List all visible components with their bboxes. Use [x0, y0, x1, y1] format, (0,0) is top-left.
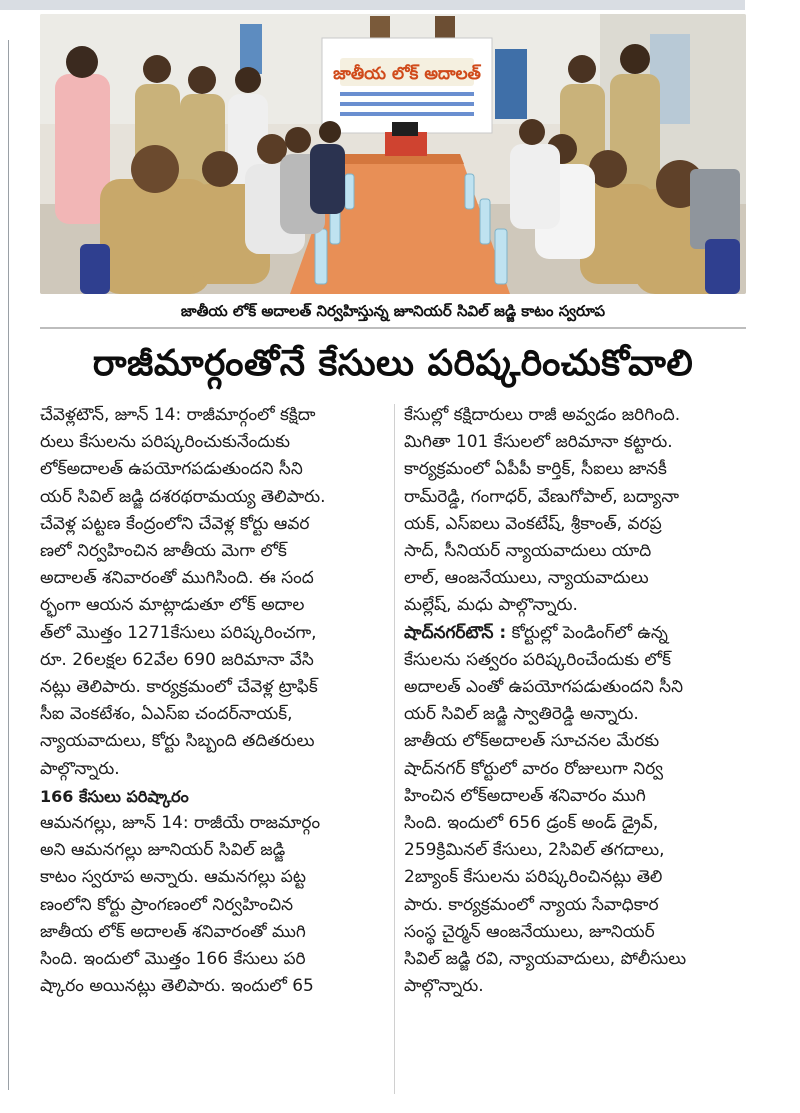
- body-line: యర్ సివిల్ జడ్జి దశరథరామయ్య తెలిపారు.: [40, 486, 326, 507]
- body-line: కేసులను సత్వరం పరిష్కరించేందుకు లోక్: [404, 649, 671, 670]
- body-line: సివిల్ జడ్జి రవి, న్యాయవాదులు, పోలీసులు: [404, 949, 687, 970]
- body-line: న్యాయవాదులు, కోర్టు సిబ్బంది తదితరులు: [40, 731, 315, 752]
- body-line: రులు కేసులను పరిష్కరించుకునేందుకు: [40, 432, 291, 453]
- banner-title: జాతీయ లోక్ అదాలత్: [333, 64, 481, 84]
- article-headline: రాజీమార్గంతోనే కేసులు పరిష్కరించుకోవాలి: [92, 343, 694, 384]
- event-photo: [40, 14, 746, 294]
- body-line: ర్భంగా ఆయన మాట్లాడుతూ లోక్ అదాల: [40, 595, 305, 616]
- body-line: 2బ్యాంక్ కేసులను పరిష్కరించినట్లు తెలి: [404, 867, 663, 888]
- body-line: జాతీయ లోక్ అదాలత్ శనివారంతో ముగి: [40, 921, 306, 942]
- dateline-line: [404, 620, 749, 647]
- right-column: [404, 402, 749, 1000]
- photo-caption: జాతీయ లోక్ అదాలత్ నిర్వహిస్తున్న జూనియర్ సివిల్ జడ్జి కాటం స్వరూప: [180, 302, 606, 320]
- body-line: సీఐ వెంకటేశం, ఏఎస్ఐ చందర్‌నాయక్,: [40, 704, 293, 725]
- body-line: కేసుల్లో కక్షిదారులు రాజీ అవ్వడం జరిగింది.: [404, 405, 681, 425]
- column-divider: [394, 404, 395, 1094]
- body-line: లాల్, ఆంజనేయులు, న్యాయవాదులు: [404, 568, 649, 589]
- body-line: కార్యక్రమంలో ఏపీపీ కార్తిక్, సీఐలు జానకీ: [404, 459, 667, 480]
- body-line: సింది. ఇందులో మొత్తం 166 కేసులు పరి: [40, 949, 306, 970]
- left-column: [40, 402, 385, 1000]
- top-strip: [0, 0, 745, 10]
- body-line: రూ. 26లక్షల 62వేల 690 జరిమానా వేసి: [40, 649, 314, 670]
- body-line: సాద్, సీనియర్ న్యాయవాదులు యాది: [404, 541, 652, 562]
- section-subheading: 166 కేసులు పరిష్కారం: [40, 786, 189, 806]
- body-line: ణంలోని కోర్టు ప్రాంగణంలో నిర్వహించిన: [40, 894, 294, 915]
- body-line: సింది. ఇందులో 656 డ్రంక్ అండ్ డ్రైవ్,: [404, 813, 659, 834]
- body-line: నట్లు తెలిపారు. కార్యక్రమంలో చేవెళ్ల ట్రాఫిక్: [40, 677, 318, 698]
- body-line: త్‌లో మొత్తం 1271కేసులు పరిష్కరించగా,: [40, 622, 317, 643]
- body-line: పారు. కార్యక్రమంలో న్యాయ సేవాధికార: [404, 894, 659, 915]
- body-line: యక్, ఎస్ఐలు వెంకటేష్, శ్రీకాంత్, వరప్ర: [404, 513, 662, 534]
- dateline-rest: కోర్టుల్లో పెండింగ్‌లో ఉన్న: [506, 622, 668, 643]
- body-line: చేవెళ్లటౌన్, జూన్ 14: రాజీమార్గంలో కక్షిదా: [40, 405, 316, 425]
- body-line: అని ఆమనగల్లు జూనియర్ సివిల్ జడ్జి: [40, 840, 286, 861]
- body-line: పాల్గొన్నారు.: [404, 976, 484, 997]
- body-line: 259క్రిమినల్ కేసులు, 2సివిల్ తగదాలు,: [404, 840, 665, 861]
- body-line: అదాలత్ ఎంతో ఉపయోగపడుతుందని సీని: [404, 677, 684, 698]
- body-line: హించిన లోక్అదాలత్ శనివారం ముగి: [404, 785, 646, 806]
- caption-divider: [40, 327, 746, 329]
- body-line: రామ్‌రెడ్డి, గంగాధర్, వేణుగోపాల్, బద్యానా: [404, 486, 679, 507]
- body-line: సంస్థ చైర్మన్ ఆంజనేయులు, జూనియర్: [404, 921, 655, 942]
- event-banner: [322, 38, 492, 133]
- body-line: ణలో నిర్వహించిన జాతీయ మెగా లోక్: [40, 541, 287, 562]
- body-line: లోక్అదాలత్ ఉపయోగపడుతుందని సీని: [40, 459, 303, 480]
- body-line: పాల్గొన్నారు.: [40, 758, 120, 779]
- body-line: షాద్‌నగర్ కోర్టులో వారం రోజులుగా నిర్వ: [404, 758, 664, 779]
- body-line: కాటం స్వరూప అన్నారు. ఆమనగల్లు పట్ట: [40, 867, 307, 888]
- dateline: షాద్‌నగర్‌టౌన్ :: [404, 622, 507, 643]
- left-rule: [8, 40, 9, 1090]
- body-line: ష్కారం అయినట్లు తెలిపారు. ఇందులో 65: [40, 976, 314, 997]
- body-line: చేవెళ్ల పట్టణ కేంద్రంలోని చేవెళ్ల కోర్టు ఆవర: [40, 513, 310, 534]
- body-line: ఆమనగల్లు, జూన్ 14: రాజీయే రాజమార్గం: [40, 813, 321, 834]
- body-line: మల్లేష్, మధు పాల్గొన్నారు.: [404, 595, 578, 616]
- body-line: జాతీయ లోక్అదాలత్ సూచనల మేరకు: [404, 731, 660, 752]
- body-line: అదాలత్ శనివారంతో ముగిసింది. ఈ సంద: [40, 568, 314, 589]
- body-line: మిగితా 101 కేసులలో జరిమానా కట్టారు.: [404, 432, 673, 453]
- body-line: యర్ సివిల్ జడ్జి స్వాతిరెడ్డి అన్నారు.: [404, 704, 639, 725]
